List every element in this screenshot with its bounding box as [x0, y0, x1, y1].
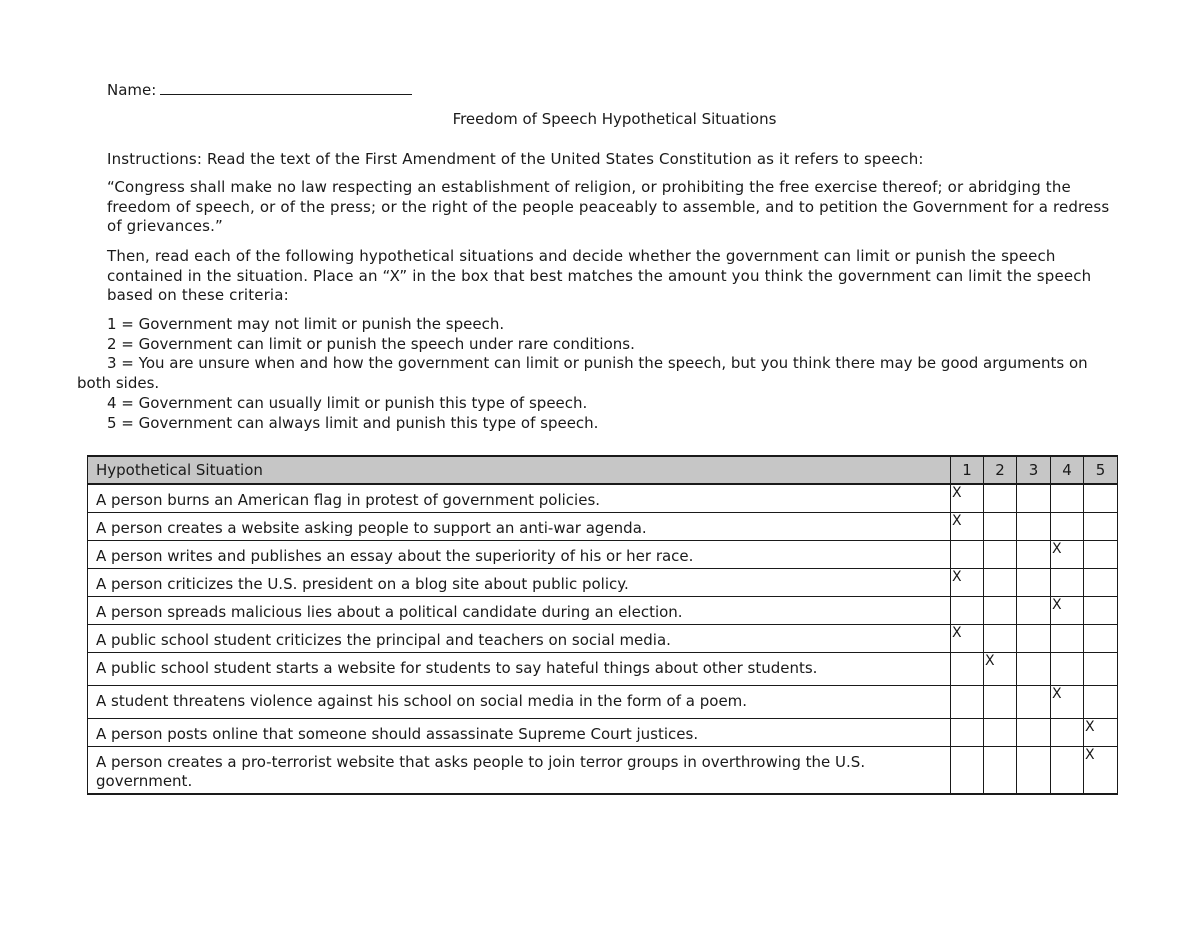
table-row [88, 540, 1118, 568]
rating-cell-4[interactable]: X [1051, 540, 1084, 568]
situation-cell: A person criticizes the U.S. president on a blog site about public policy. [88, 568, 951, 596]
criteria-item: 1 = Government may not limit or punish the speech. [107, 315, 505, 333]
rating-cell-5[interactable]: X [1084, 718, 1118, 746]
first-amendment-quote: “Congress shall make no law respecting an establishment of religion, or prohibiting the free exercise thereof; or abridging the freedom of speech, or of the press; or the right of the people peaceably to assemble, and to petition the Government for a redress of grievances.” [107, 178, 1110, 235]
situation-cell: A person creates a pro-terrorist website that asks people to join terror groups in overthrowing the U.S. government. [88, 746, 951, 794]
rating-cell-2[interactable] [984, 746, 1017, 794]
name-blank-field[interactable] [160, 80, 412, 95]
situation-cell: A person spreads malicious lies about a political candidate during an election. [88, 596, 951, 624]
situation-cell: A public school student criticizes the principal and teachers on social media. [88, 624, 951, 652]
rating-cell-2[interactable] [984, 512, 1017, 540]
rating-cell-4[interactable]: X [1051, 685, 1084, 718]
rating-cell-3[interactable] [1017, 746, 1051, 794]
rating-cell-2[interactable] [984, 484, 1017, 512]
criteria-item: 5 = Government can always limit and punish this type of speech. [107, 413, 599, 432]
criteria-item: 2 = Government can limit or punish the speech under rare conditions. [107, 334, 635, 353]
rating-cell-5[interactable] [1084, 568, 1118, 596]
rating-cell-3[interactable] [1017, 568, 1051, 596]
column-header-1: 1 [951, 456, 984, 484]
rating-cell-1[interactable]: X [951, 568, 984, 596]
rating-cell-5[interactable]: X [1084, 746, 1118, 794]
rating-cell-1[interactable]: X [951, 484, 984, 512]
rating-cell-4[interactable] [1051, 484, 1084, 512]
rating-cell-5[interactable] [1084, 484, 1118, 512]
situation-cell: A public school student starts a website for students to say hateful things about other students. [88, 652, 951, 685]
rating-cell-2[interactable] [984, 568, 1017, 596]
name-line [107, 80, 412, 100]
rating-cell-2[interactable]: X [984, 652, 1017, 685]
table-row [88, 596, 1118, 624]
rating-cell-1[interactable] [951, 596, 984, 624]
criteria-item: 4 = Government can usually limit or punish this type of speech. [107, 393, 588, 412]
rating-cell-2[interactable] [984, 540, 1017, 568]
rating-cell-3[interactable] [1017, 484, 1051, 512]
rating-cell-1[interactable]: X [951, 624, 984, 652]
table-row [88, 685, 1118, 718]
rating-cell-2[interactable] [984, 624, 1017, 652]
column-header-3: 3 [1017, 456, 1051, 484]
rating-cell-4[interactable] [1051, 512, 1084, 540]
then-instructions: Then, read each of the following hypothetical situations and decide whether the government can limit or punish the speech contained in the situation. Place an “X” in the box that best matches the amount you think the government can limit the speech based on these criteria: [107, 247, 1092, 304]
situation-cell: A person posts online that someone should assassinate Supreme Court justices. [88, 718, 951, 746]
table-row [88, 624, 1118, 652]
name-label: Name: [107, 81, 157, 99]
rating-cell-5[interactable] [1084, 624, 1118, 652]
rating-cell-1[interactable] [951, 746, 984, 794]
column-header-4: 4 [1051, 456, 1084, 484]
situation-cell: A person creates a website asking people to support an anti-war agenda. [88, 512, 951, 540]
table-row [88, 512, 1118, 540]
situation-cell: A student threatens violence against his school on social media in the form of a poem. [88, 685, 951, 718]
rating-cell-4[interactable] [1051, 568, 1084, 596]
rating-cell-5[interactable] [1084, 652, 1118, 685]
rating-cell-3[interactable] [1017, 540, 1051, 568]
situation-cell: A person burns an American flag in protest of government policies. [88, 484, 951, 512]
table-row [88, 568, 1118, 596]
rating-cell-5[interactable] [1084, 685, 1118, 718]
rating-cell-5[interactable] [1084, 512, 1118, 540]
table-row [88, 484, 1118, 512]
rating-cell-2[interactable] [984, 685, 1017, 718]
table-row [88, 652, 1118, 685]
criteria-list [77, 315, 1117, 433]
situation-cell: A person writes and publishes an essay about the superiority of his or her race. [88, 540, 951, 568]
rating-cell-3[interactable] [1017, 512, 1051, 540]
rating-cell-1[interactable] [951, 685, 984, 718]
rating-cell-2[interactable] [984, 596, 1017, 624]
rating-cell-3[interactable] [1017, 718, 1051, 746]
rating-cell-3[interactable] [1017, 624, 1051, 652]
instructions-text: Instructions: Read the text of the First Amendment of the United States Constitution as it refers to speech: [107, 150, 924, 168]
column-header-2: 2 [984, 456, 1017, 484]
rating-cell-2[interactable] [984, 718, 1017, 746]
rating-cell-3[interactable] [1017, 652, 1051, 685]
page-title: Freedom of Speech Hypothetical Situations [452, 110, 777, 128]
rating-cell-1[interactable] [951, 718, 984, 746]
rating-cell-4[interactable] [1051, 624, 1084, 652]
column-header-5: 5 [1084, 456, 1118, 484]
criteria-item: 3 = You are unsure when and how the government can limit or punish the speech, but you think there may be good arguments on both sides. [77, 354, 1088, 393]
rating-cell-5[interactable] [1084, 540, 1118, 568]
rating-cell-3[interactable] [1017, 596, 1051, 624]
rating-cell-4[interactable]: X [1051, 596, 1084, 624]
situations-table [87, 455, 1118, 795]
rating-cell-1[interactable] [951, 652, 984, 685]
rating-cell-1[interactable] [951, 540, 984, 568]
table-row [88, 718, 1118, 746]
rating-cell-4[interactable] [1051, 718, 1084, 746]
rating-cell-4[interactable] [1051, 746, 1084, 794]
column-header-situation: Hypothetical Situation [88, 456, 951, 484]
table-header-row [88, 456, 1118, 484]
rating-cell-5[interactable] [1084, 596, 1118, 624]
rating-cell-4[interactable] [1051, 652, 1084, 685]
rating-cell-1[interactable]: X [951, 512, 984, 540]
rating-cell-3[interactable] [1017, 685, 1051, 718]
table-row [88, 746, 1118, 794]
